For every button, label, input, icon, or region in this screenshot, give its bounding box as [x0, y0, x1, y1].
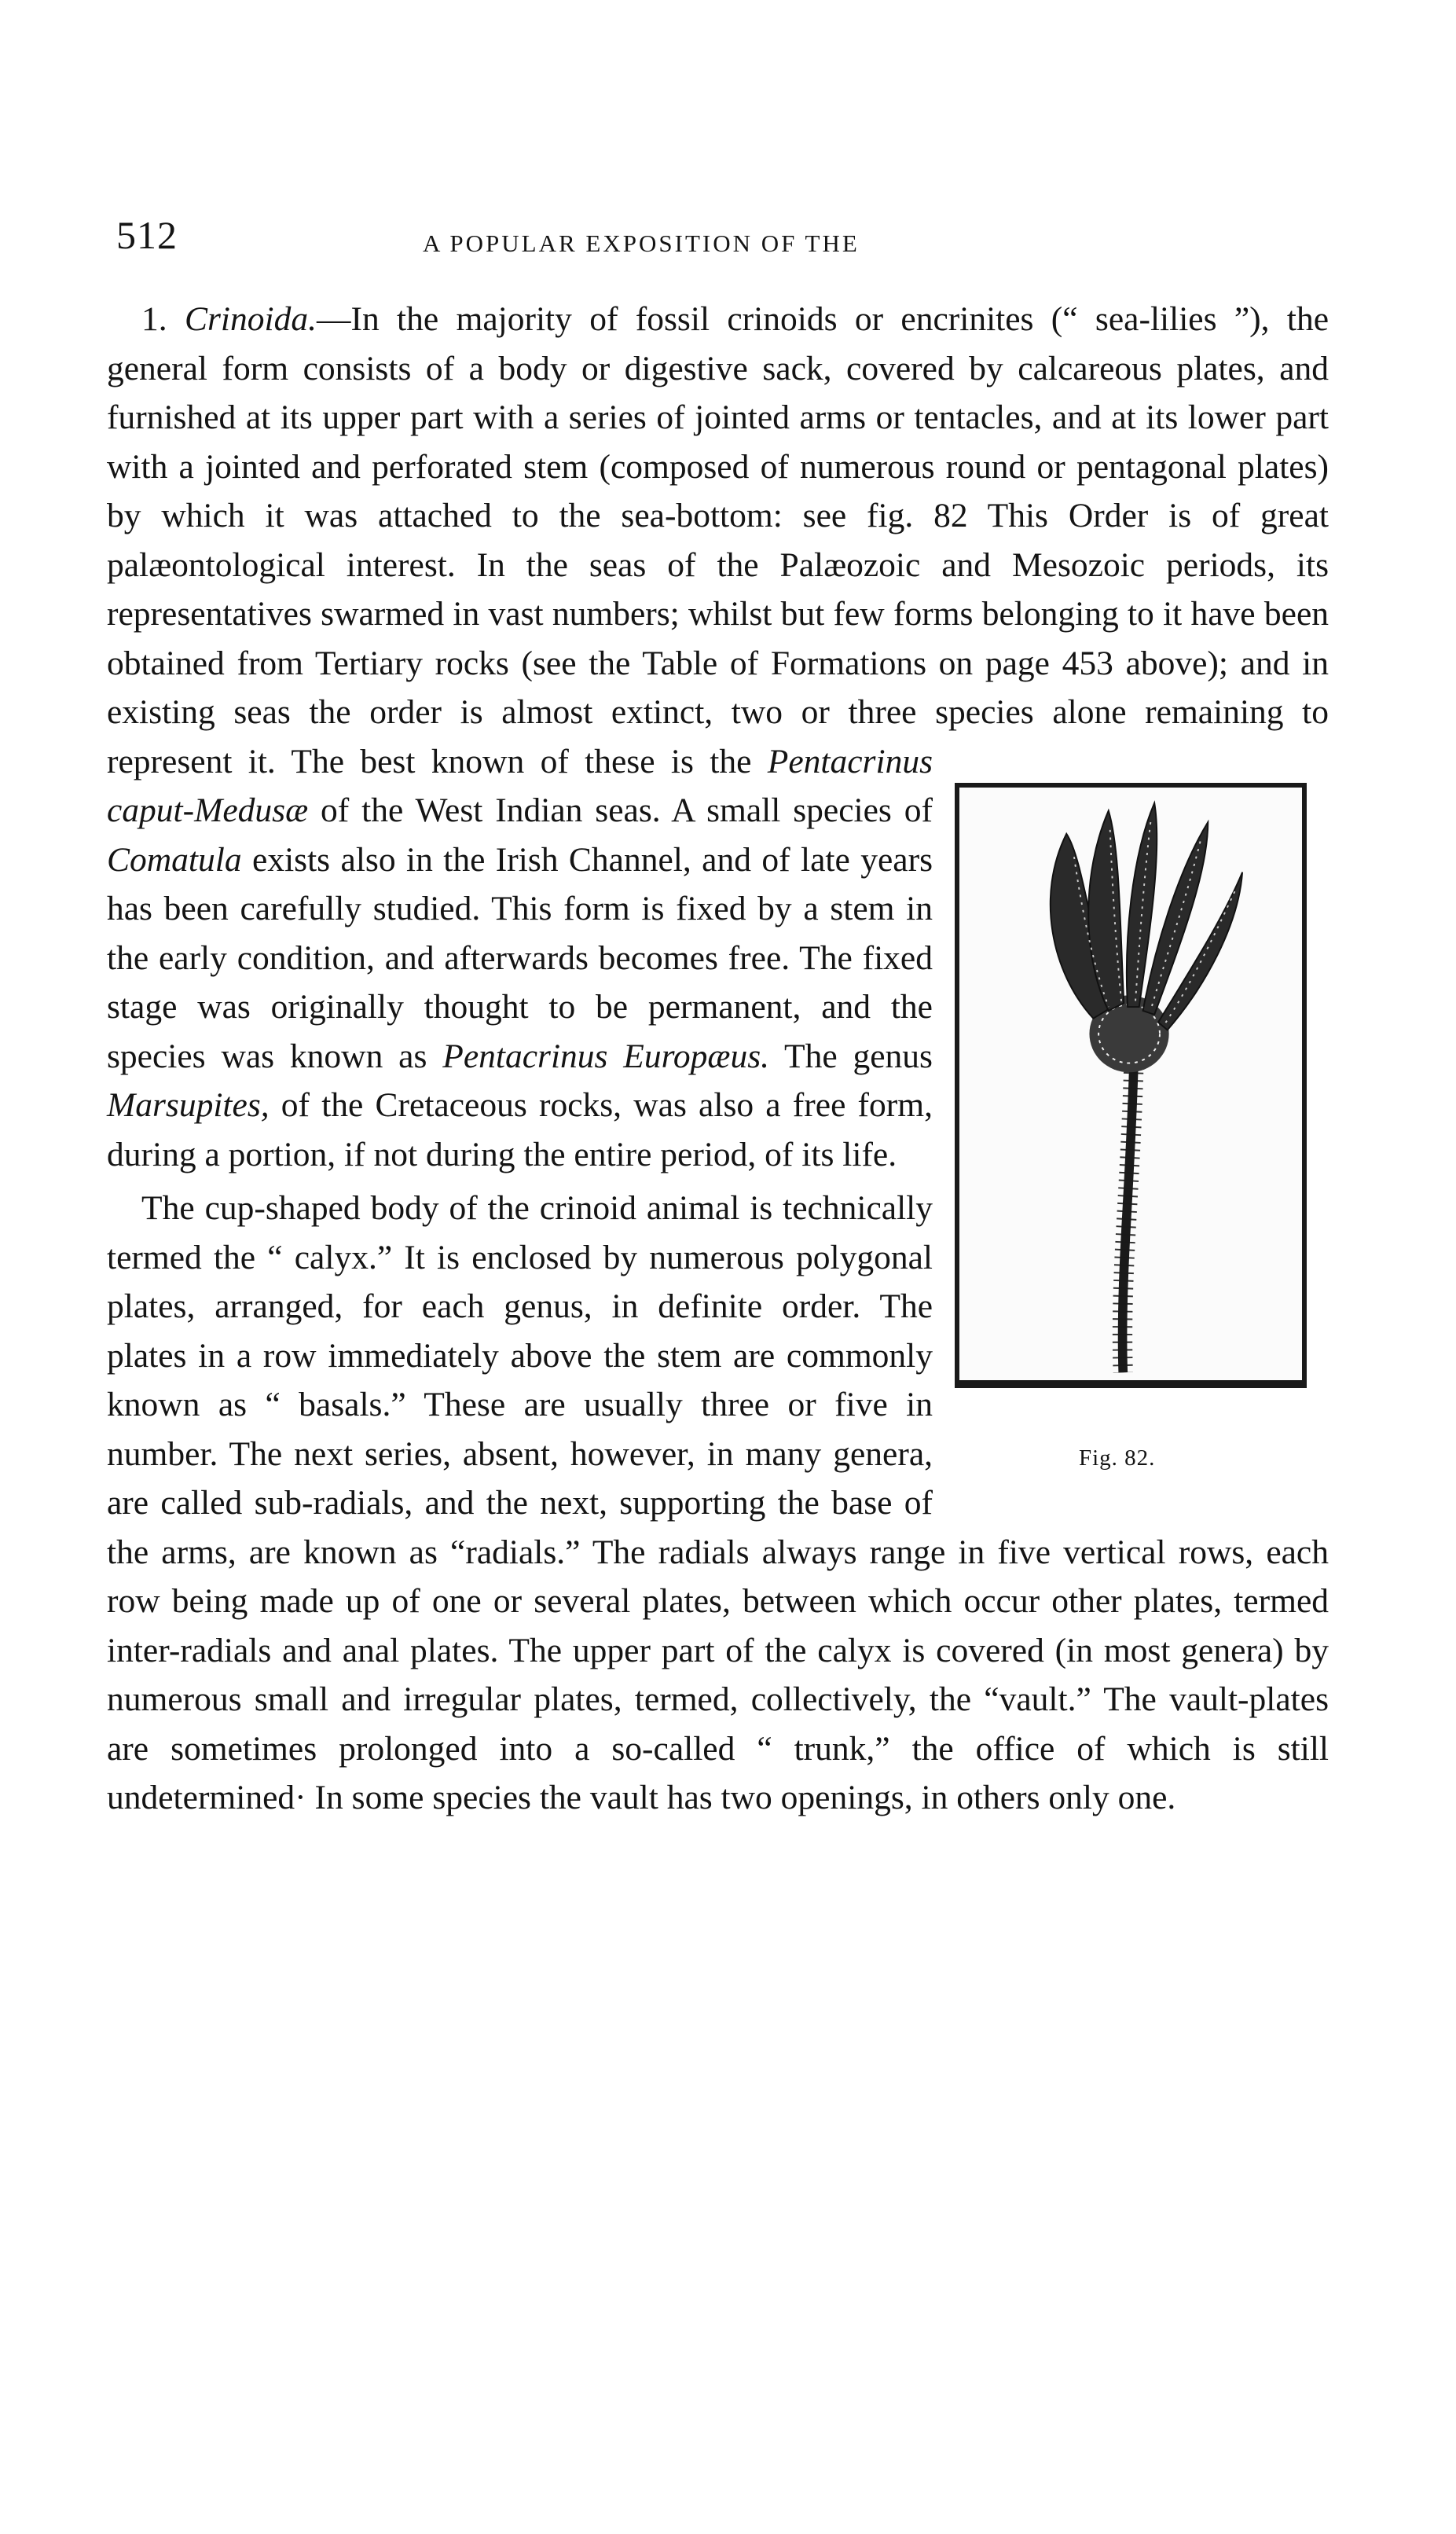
species-name: Pentacrinus Europæus.: [442, 1037, 769, 1075]
text-run: of the Cretaceous rocks, was also a free form, during a portion, if not during the entire period, of its life.: [107, 1086, 933, 1173]
text-run: of the West Indian seas. A small species of: [308, 791, 933, 829]
running-head: A POPULAR EXPOSITION OF THE: [423, 230, 860, 257]
figure-caption: Fig. 82.: [1079, 1445, 1156, 1471]
paragraph-crinoida: [107, 295, 1329, 1471]
page-header: [116, 212, 1326, 267]
text-run: exists also in the Irish Channel, and of late years has been carefully studied. This form is fixed by a stem in the early condition, and afterwards becomes free. The fixed stage was originally thought to be permanent, and the species was known as: [107, 840, 933, 1075]
text-run: —In the majority of fossil crinoids or encrinites (“ sea-lilies ”), the general form consists of a body or digestive sack, covered by calcareous plates, and furnished at its upper part with a series of jointed arms or tentacles, and at its lower part with a jointed and perforated stem (composed of numerous round or pentagonal plates) by which it was attached to the sea-bottom: see fig. 82 This Order is of great palæontological interest. In the seas of the Palæozoic and Mesozoic periods, its representatives swarmed in vast numbers; whilst but few forms belonging to it have been obtained from Tertiary rocks (see the Table of Formations on page 453 above); and in existing seas the order is almost extinct, two or three species alone remaining to represent it. The best known of these is the: [107, 300, 1329, 780]
genus-name: Comatula: [107, 840, 242, 879]
body-text: [107, 295, 1329, 1823]
section-term: Crinoida.: [184, 300, 317, 338]
page-number: 512: [116, 213, 178, 257]
figure-82: [950, 742, 1335, 1528]
section-number: 1.: [141, 300, 167, 338]
crinoid-illustration: [959, 788, 1302, 1380]
paragraph-calyx: The cup-shaped body of the crinoid animal is technically termed the “ calyx.” It is enclosed by numerous polygonal plates, arranged, for each genus, in definite order. The plates in a row immediately above the stem are commonly known as “ basals.” These are usually three or five in number. The next series, absent, however, in many genera, are called sub-radials, and the next, supporting the base of the arms, are known as “radials.” The radials always range in five vertical rows, each row being made up of one or several plates, between which occur other plates, termed inter-radials and anal plates. The upper part of the calyx is covered (in most genera) by numerous small and irregular plates, termed, collectively, the “vault.” The vault-plates are sometimes prolonged into a so-called “ trunk,” the office of which is still undetermined· In some species the vault has two openings, in others only one.: [107, 1189, 1329, 1816]
species-name: Pentacrinus caput-Medusæ: [107, 742, 933, 829]
text-run: The genus: [769, 1037, 933, 1075]
crinoid-arms: [1051, 802, 1242, 1030]
genus-name: Marsupites,: [107, 1086, 270, 1124]
figure-frame: [955, 783, 1307, 1388]
crinoid-stem: [1123, 1064, 1134, 1372]
